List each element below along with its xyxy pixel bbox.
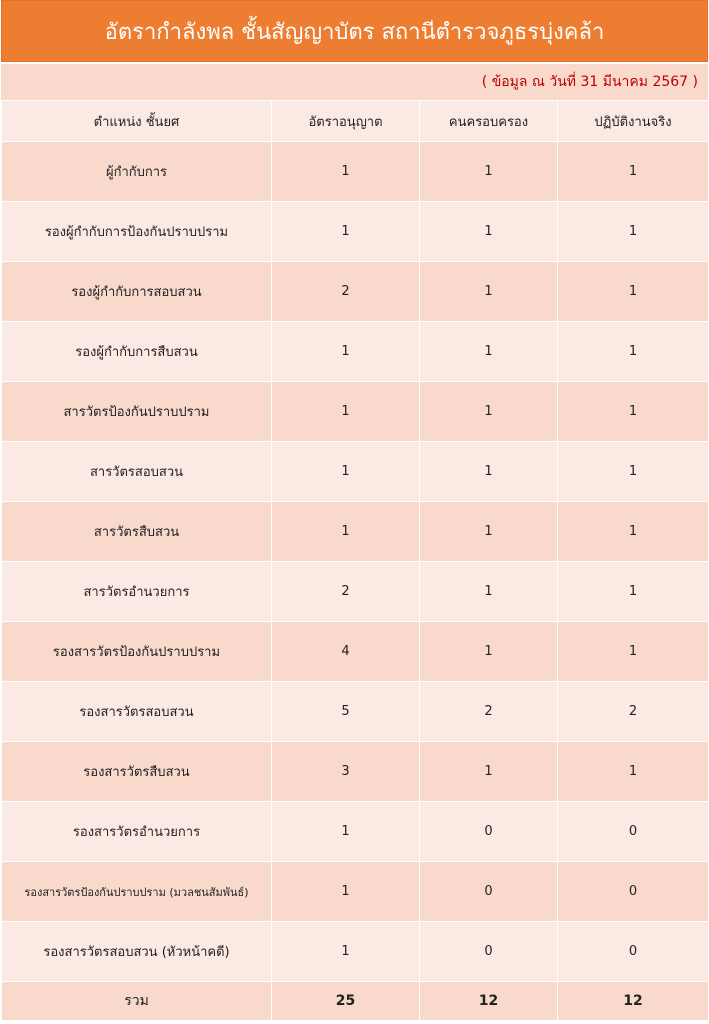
manpower-document	[1, 0, 708, 1021]
table-row	[2, 262, 709, 322]
cell-position: สารวัตรสอบสวน	[2, 442, 272, 502]
total-label: รวม	[2, 982, 272, 1021]
cell-position: สารวัตรป้องกันปราบปราม	[2, 382, 272, 442]
table-row	[2, 142, 709, 202]
table-row	[2, 742, 709, 802]
cell-position: รองสารวัตรสืบสวน	[2, 742, 272, 802]
cell-actual: 1	[558, 262, 709, 322]
cell-occupied: 1	[420, 262, 558, 322]
cell-occupied: 1	[420, 502, 558, 562]
cell-authorized: 1	[272, 502, 420, 562]
total-row	[2, 982, 709, 1021]
cell-authorized: 1	[272, 382, 420, 442]
page-title: อัตรากำลังพล ชั้นสัญญาบัตร สถานีตำรวจภูธรบุ่งคล้า	[1, 0, 708, 62]
cell-authorized: 1	[272, 802, 420, 862]
cell-authorized: 1	[272, 322, 420, 382]
table-row	[2, 382, 709, 442]
cell-position: รองสารวัตรสอบสวน (หัวหน้าคดี)	[2, 922, 272, 982]
cell-actual: 1	[558, 442, 709, 502]
cell-position: รองสารวัตรป้องกันปราบปราม	[2, 622, 272, 682]
cell-actual: 1	[558, 142, 709, 202]
cell-authorized: 5	[272, 682, 420, 742]
table-row	[2, 502, 709, 562]
cell-actual: 0	[558, 802, 709, 862]
cell-position: รองสารวัตรป้องกันปราบปราม (มวลชนสัมพันธ์)	[2, 862, 272, 922]
cell-position: สารวัตรสืบสวน	[2, 502, 272, 562]
header-actual: ปฏิบัติงานจริง	[558, 101, 709, 142]
cell-position: สารวัตรอำนวยการ	[2, 562, 272, 622]
header-authorized: อัตราอนุญาต	[272, 101, 420, 142]
cell-occupied: 0	[420, 802, 558, 862]
cell-actual: 1	[558, 742, 709, 802]
cell-occupied: 1	[420, 622, 558, 682]
cell-authorized: 1	[272, 202, 420, 262]
cell-authorized: 1	[272, 142, 420, 202]
cell-authorized: 4	[272, 622, 420, 682]
total-actual: 12	[558, 982, 709, 1021]
cell-actual: 1	[558, 382, 709, 442]
cell-actual: 1	[558, 322, 709, 382]
cell-actual: 2	[558, 682, 709, 742]
cell-actual: 1	[558, 562, 709, 622]
cell-position: รองผู้กำกับการสืบสวน	[2, 322, 272, 382]
cell-authorized: 1	[272, 442, 420, 502]
cell-actual: 0	[558, 862, 709, 922]
cell-position: รองผู้กำกับการป้องกันปราบปราม	[2, 202, 272, 262]
cell-actual: 1	[558, 622, 709, 682]
table-row	[2, 682, 709, 742]
table-row	[2, 922, 709, 982]
cell-actual: 1	[558, 202, 709, 262]
cell-occupied: 1	[420, 442, 558, 502]
cell-authorized: 2	[272, 562, 420, 622]
table-row	[2, 622, 709, 682]
cell-position: ผู้กำกับการ	[2, 142, 272, 202]
total-occupied: 12	[420, 982, 558, 1021]
cell-authorized: 3	[272, 742, 420, 802]
table-row	[2, 322, 709, 382]
header-occupied: คนครอบครอง	[420, 101, 558, 142]
cell-occupied: 1	[420, 142, 558, 202]
cell-authorized: 1	[272, 862, 420, 922]
cell-position: รองสารวัตรอำนวยการ	[2, 802, 272, 862]
cell-occupied: 2	[420, 682, 558, 742]
table-header-row	[2, 101, 709, 142]
cell-occupied: 1	[420, 562, 558, 622]
table-row	[2, 562, 709, 622]
date-note: ( ข้อมูล ณ วันที่ 31 มีนาคม 2567 )	[1, 62, 708, 100]
cell-occupied: 1	[420, 202, 558, 262]
table-row	[2, 202, 709, 262]
cell-authorized: 2	[272, 262, 420, 322]
cell-occupied: 0	[420, 862, 558, 922]
cell-position: รองสารวัตรสอบสวน	[2, 682, 272, 742]
cell-authorized: 1	[272, 922, 420, 982]
total-authorized: 25	[272, 982, 420, 1021]
cell-actual: 0	[558, 922, 709, 982]
manpower-table	[1, 100, 709, 1021]
cell-occupied: 1	[420, 322, 558, 382]
table-row	[2, 802, 709, 862]
table-row	[2, 862, 709, 922]
cell-actual: 1	[558, 502, 709, 562]
cell-occupied: 1	[420, 382, 558, 442]
table-row	[2, 442, 709, 502]
header-position: ตำแหน่ง ชั้นยศ	[2, 101, 272, 142]
cell-position: รองผู้กำกับการสอบสวน	[2, 262, 272, 322]
cell-occupied: 0	[420, 922, 558, 982]
cell-occupied: 1	[420, 742, 558, 802]
